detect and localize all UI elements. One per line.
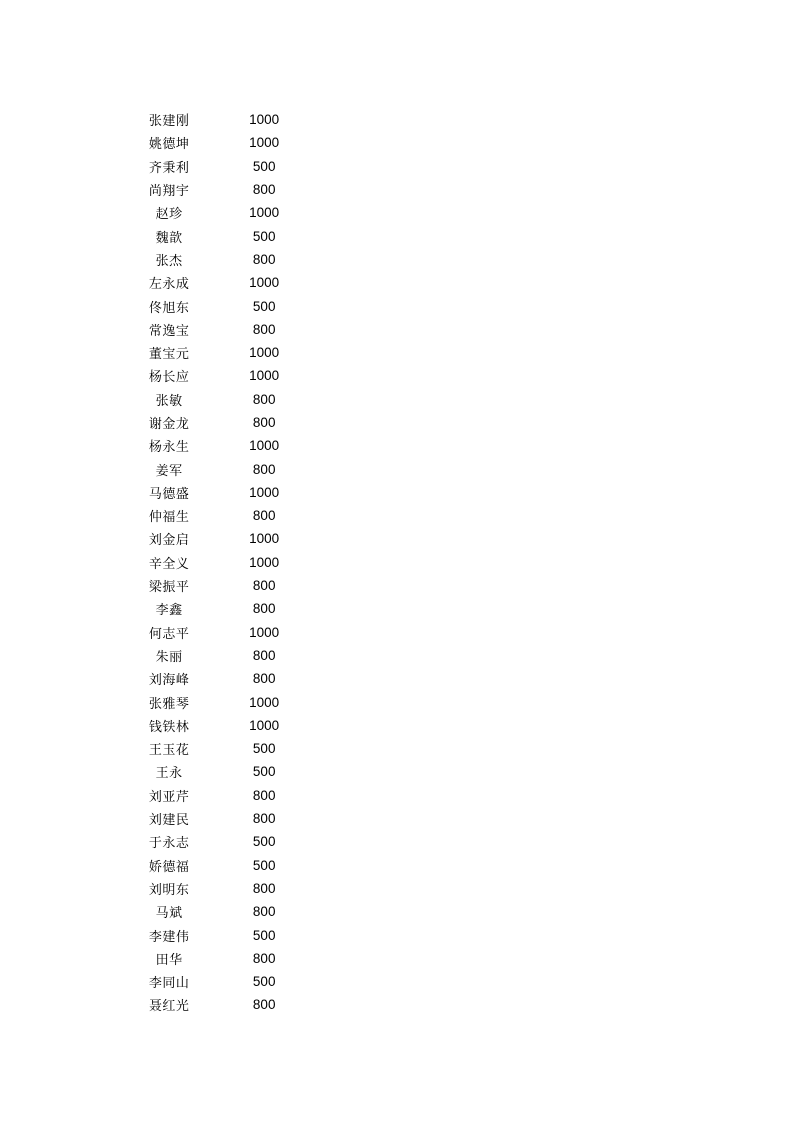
row-amount: 500 xyxy=(252,158,276,174)
table-row xyxy=(133,434,323,457)
row-amount: 1000 xyxy=(249,717,280,733)
table-row xyxy=(133,551,323,574)
table-row xyxy=(133,947,323,970)
row-amount: 1000 xyxy=(249,368,280,384)
table-row xyxy=(133,807,323,830)
row-amount: 1000 xyxy=(249,484,280,500)
row-name: 田华 xyxy=(155,952,183,968)
table-row xyxy=(133,527,323,550)
row-amount: 800 xyxy=(252,997,276,1013)
table-row xyxy=(133,784,323,807)
row-amount: 800 xyxy=(252,671,276,687)
row-name: 刘海峰 xyxy=(148,673,190,689)
table-row xyxy=(133,877,323,900)
row-name: 张建刚 xyxy=(148,114,190,130)
table-row xyxy=(133,737,323,760)
row-name: 李同山 xyxy=(148,976,190,992)
row-amount: 500 xyxy=(252,834,276,850)
table-row xyxy=(133,294,323,317)
table-row xyxy=(133,178,323,201)
row-amount: 1000 xyxy=(249,112,280,128)
table-row xyxy=(133,830,323,853)
row-name: 魏歆 xyxy=(155,230,183,246)
table-row xyxy=(133,970,323,993)
row-name: 刘建民 xyxy=(148,813,190,829)
row-amount: 500 xyxy=(252,927,276,943)
table-row xyxy=(133,131,323,154)
row-name: 齐秉利 xyxy=(148,160,190,176)
table-row xyxy=(133,364,323,387)
row-amount: 1000 xyxy=(249,135,280,151)
row-amount: 800 xyxy=(252,601,276,617)
table-row xyxy=(133,923,323,946)
row-amount: 800 xyxy=(252,182,276,198)
row-amount: 800 xyxy=(252,880,276,896)
row-name: 刘亚芹 xyxy=(148,789,190,805)
row-name: 杨永生 xyxy=(148,440,190,456)
row-name: 尚翔宇 xyxy=(148,184,190,200)
table-row xyxy=(133,993,323,1016)
row-name: 王永 xyxy=(155,766,183,782)
row-name: 马斌 xyxy=(155,906,183,922)
table-row xyxy=(133,760,323,783)
row-amount: 800 xyxy=(252,647,276,663)
row-name: 李建伟 xyxy=(148,929,190,945)
table-row xyxy=(133,271,323,294)
row-amount: 500 xyxy=(252,857,276,873)
row-amount: 800 xyxy=(252,578,276,594)
row-name: 王玉花 xyxy=(148,743,190,759)
row-name: 刘金启 xyxy=(148,533,190,549)
row-name: 刘明东 xyxy=(148,882,190,898)
row-amount: 800 xyxy=(252,950,276,966)
row-amount: 1000 xyxy=(249,205,280,221)
row-name: 仲福生 xyxy=(148,510,190,526)
row-amount: 1000 xyxy=(249,275,280,291)
row-amount: 800 xyxy=(252,787,276,803)
row-amount: 500 xyxy=(252,974,276,990)
row-name: 姚德坤 xyxy=(148,137,190,153)
row-name: 何志平 xyxy=(148,626,190,642)
row-name: 梁振平 xyxy=(148,580,190,596)
table-row xyxy=(133,644,323,667)
row-name: 辛全义 xyxy=(148,556,190,572)
row-amount: 1000 xyxy=(249,554,280,570)
row-name: 姜军 xyxy=(155,463,183,479)
row-amount: 1000 xyxy=(249,531,280,547)
row-amount: 1000 xyxy=(249,345,280,361)
table-row xyxy=(133,108,323,131)
row-amount: 800 xyxy=(252,508,276,524)
table-row xyxy=(133,248,323,271)
row-amount: 500 xyxy=(252,764,276,780)
row-amount: 800 xyxy=(252,391,276,407)
table-row xyxy=(133,155,323,178)
row-name: 董宝元 xyxy=(148,347,190,363)
row-name: 张杰 xyxy=(155,253,183,269)
row-name: 常逸宝 xyxy=(148,323,190,339)
table-row xyxy=(133,714,323,737)
table-row xyxy=(133,574,323,597)
table-row xyxy=(133,690,323,713)
row-name: 张雅琴 xyxy=(148,696,190,712)
row-amount: 800 xyxy=(252,321,276,337)
row-name: 聂红光 xyxy=(148,999,190,1015)
row-name: 于永志 xyxy=(148,836,190,852)
row-amount: 500 xyxy=(252,741,276,757)
table-row xyxy=(133,481,323,504)
row-name: 张敏 xyxy=(155,393,183,409)
table-row xyxy=(133,667,323,690)
row-amount: 1000 xyxy=(249,624,280,640)
table-row xyxy=(133,597,323,620)
row-name: 杨长应 xyxy=(148,370,190,386)
row-amount: 1000 xyxy=(249,694,280,710)
row-name: 钱铁林 xyxy=(148,719,190,735)
row-name: 娇德福 xyxy=(148,859,190,875)
name-amount-table xyxy=(133,108,323,1017)
table-row xyxy=(133,900,323,923)
row-name: 赵珍 xyxy=(155,207,183,223)
table-row xyxy=(133,504,323,527)
table-row xyxy=(133,388,323,411)
row-name: 朱丽 xyxy=(155,649,183,665)
row-amount: 500 xyxy=(252,228,276,244)
table-row xyxy=(133,457,323,480)
row-name: 左永成 xyxy=(148,277,190,293)
row-name: 马德盛 xyxy=(148,486,190,502)
table-row xyxy=(133,621,323,644)
table-row xyxy=(133,854,323,877)
row-name: 佟旭东 xyxy=(148,300,190,316)
row-amount: 800 xyxy=(252,415,276,430)
table-row xyxy=(133,224,323,247)
row-amount: 800 xyxy=(252,811,276,827)
row-name: 李鑫 xyxy=(155,603,183,619)
row-name: 谢金龙 xyxy=(148,417,190,432)
table-row xyxy=(133,318,323,341)
table-row xyxy=(133,341,323,364)
table-row xyxy=(133,201,323,224)
row-amount: 800 xyxy=(252,904,276,920)
row-amount: 800 xyxy=(252,461,276,477)
table-row xyxy=(133,411,323,434)
row-amount: 1000 xyxy=(249,438,280,454)
row-amount: 500 xyxy=(252,298,276,314)
row-amount: 800 xyxy=(252,251,276,267)
